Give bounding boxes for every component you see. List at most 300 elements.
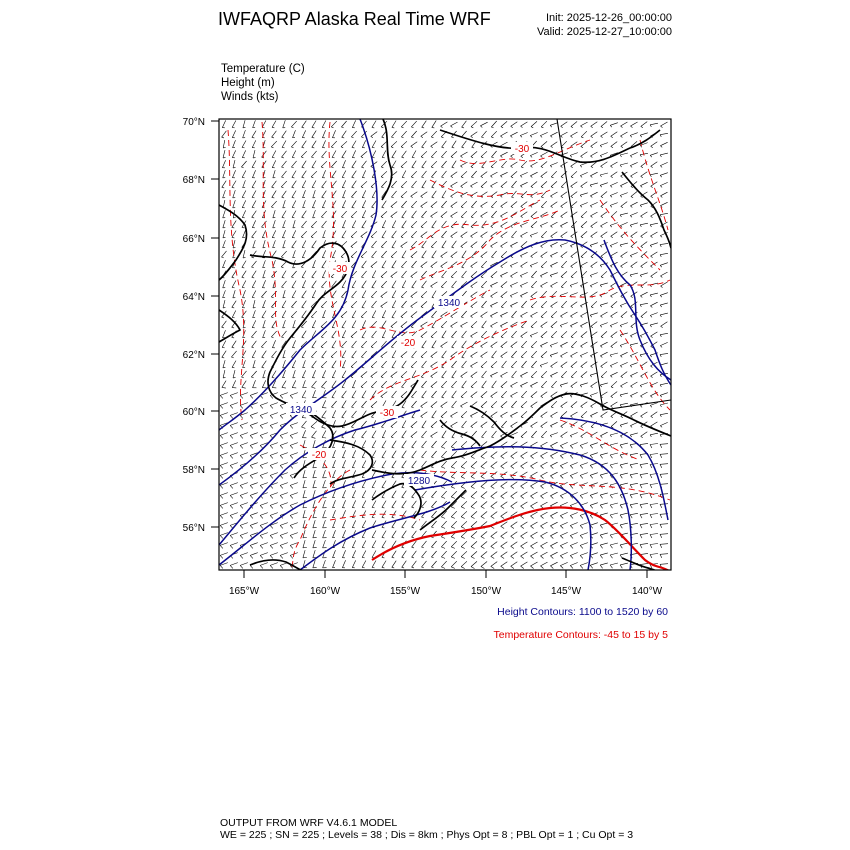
wind-barb bbox=[481, 512, 487, 517]
wind-barb bbox=[250, 543, 258, 546]
wind-barb-feather bbox=[501, 216, 503, 218]
wind-barb-feather bbox=[411, 367, 413, 368]
wind-barb bbox=[230, 533, 238, 536]
wind-barb bbox=[511, 452, 518, 456]
wind-barb-feather bbox=[581, 246, 583, 247]
lon-label-160w: 160°W bbox=[309, 586, 341, 597]
wind-barb-feather bbox=[491, 546, 494, 548]
wind-barb-feather bbox=[550, 355, 552, 357]
wind-barb-feather bbox=[650, 535, 652, 539]
wind-barb-feather bbox=[461, 186, 463, 187]
wind-barb bbox=[442, 141, 447, 147]
wind-barb-feather bbox=[272, 187, 275, 188]
wind-barb bbox=[262, 380, 265, 387]
wind-barb bbox=[611, 392, 617, 397]
wind-barb-feather bbox=[352, 167, 354, 168]
wind-barb-feather bbox=[640, 535, 642, 539]
wind-barb bbox=[462, 341, 467, 347]
wind-barb-feather bbox=[291, 317, 293, 318]
wind-barb-feather bbox=[531, 296, 533, 297]
wind-barb-feather bbox=[571, 166, 573, 168]
wind-barb bbox=[352, 401, 357, 407]
wind-barb-feather bbox=[401, 127, 403, 128]
wind-barb-feather bbox=[590, 455, 593, 458]
wind-barb-feather bbox=[332, 367, 334, 368]
wind-barb bbox=[220, 523, 228, 526]
wind-barb bbox=[600, 432, 607, 436]
wind-barb bbox=[301, 221, 306, 227]
wind-barb bbox=[281, 251, 286, 257]
wind-barb-feather bbox=[501, 456, 504, 458]
wind-barb-feather bbox=[501, 466, 504, 468]
wind-barb-feather bbox=[381, 296, 383, 297]
wind-barb bbox=[442, 391, 447, 397]
wind-barb bbox=[351, 231, 357, 236]
wind-barb bbox=[412, 281, 417, 288]
wind-barb-feather bbox=[471, 177, 473, 178]
wind-barb-feather bbox=[250, 445, 253, 448]
wind-barb-feather bbox=[442, 367, 444, 368]
wind-barb-feather bbox=[641, 126, 643, 127]
wind-barb-feather bbox=[270, 475, 273, 478]
wind-barb-feather bbox=[392, 397, 394, 398]
wind-barb bbox=[260, 533, 268, 536]
wind-barb bbox=[511, 442, 518, 446]
wind-barb-feather bbox=[640, 495, 642, 499]
wind-barb-feather bbox=[242, 277, 244, 278]
wind-barb bbox=[371, 132, 377, 137]
wind-barb bbox=[303, 360, 306, 367]
wind-barb bbox=[492, 431, 497, 437]
wind-barb bbox=[640, 533, 648, 534]
wind-barb-feather bbox=[580, 545, 583, 548]
wind-barb bbox=[242, 300, 245, 307]
wind-barb-feather bbox=[290, 455, 293, 458]
wind-barb bbox=[471, 121, 477, 126]
wind-barb-feather bbox=[402, 257, 405, 258]
wind-barb-feather bbox=[240, 395, 243, 398]
wind-barb-feather bbox=[550, 556, 553, 559]
wind-barb-feather bbox=[550, 516, 553, 519]
wind-barb-feather bbox=[252, 187, 254, 188]
wind-barb bbox=[252, 271, 256, 278]
wind-barb bbox=[431, 212, 438, 216]
wind-barb bbox=[471, 501, 477, 506]
wind-barb-feather bbox=[600, 555, 602, 558]
wind-barb bbox=[471, 392, 477, 397]
wind-barb bbox=[260, 503, 268, 506]
wind-barb-feather bbox=[242, 357, 244, 358]
wind-barb-feather bbox=[511, 276, 513, 278]
wind-barb bbox=[230, 413, 238, 416]
wind-barb bbox=[313, 520, 315, 528]
wind-barb-feather bbox=[620, 395, 621, 397]
wind-barb-feather bbox=[581, 137, 583, 138]
wind-barb-feather bbox=[520, 226, 522, 228]
wind-barb-feather bbox=[550, 266, 552, 268]
wind-barb-feather bbox=[261, 297, 263, 298]
wind-barb bbox=[610, 503, 618, 505]
wind-barb-feather bbox=[402, 467, 404, 468]
wind-barb-feather bbox=[501, 506, 504, 508]
wind-barb bbox=[561, 432, 568, 436]
wind-barb bbox=[391, 431, 397, 437]
wind-barb-feather bbox=[531, 166, 533, 168]
wind-barb-feather bbox=[540, 276, 542, 278]
wind-barb-feather bbox=[581, 156, 583, 157]
wind-barb bbox=[580, 193, 588, 195]
wind-barb bbox=[421, 381, 426, 387]
wind-barb bbox=[550, 472, 557, 476]
wind-barb bbox=[270, 423, 278, 426]
wind-barb bbox=[332, 291, 337, 298]
wind-barb bbox=[451, 461, 457, 467]
wind-barb bbox=[510, 292, 517, 295]
wind-barb-feather bbox=[541, 396, 543, 397]
wind-barb bbox=[401, 141, 407, 146]
wind-barb-feather bbox=[302, 127, 304, 128]
wind-barb bbox=[233, 160, 235, 168]
wind-barb bbox=[651, 332, 658, 336]
wind-barb bbox=[571, 362, 577, 367]
wind-barb bbox=[512, 191, 517, 197]
wind-barb-feather bbox=[660, 135, 661, 137]
wind-barb-feather bbox=[631, 326, 633, 327]
wind-barb-feather bbox=[491, 536, 494, 538]
wind-barb bbox=[580, 473, 588, 476]
wind-barb bbox=[541, 252, 548, 256]
wind-barb-feather bbox=[511, 396, 513, 398]
wind-barb bbox=[511, 351, 516, 357]
wind-barb-feather bbox=[220, 435, 223, 438]
wind-barb-feather bbox=[611, 416, 613, 417]
wind-barb-feather bbox=[260, 515, 263, 518]
wind-barb-feather bbox=[461, 517, 465, 519]
wind-barb-feather bbox=[610, 555, 612, 558]
wind-barb bbox=[352, 321, 356, 328]
wind-barb-feather bbox=[382, 547, 385, 548]
wind-barb-feather bbox=[491, 346, 493, 348]
wind-barb bbox=[611, 292, 618, 296]
height-label: 1340 bbox=[289, 405, 313, 416]
wind-barb bbox=[311, 151, 316, 157]
wind-barb-feather bbox=[242, 387, 246, 388]
wind-barb bbox=[372, 201, 377, 207]
wind-barb bbox=[541, 152, 548, 156]
wind-barb-feather bbox=[451, 236, 453, 238]
wind-barb bbox=[241, 161, 246, 167]
wind-barb-feather bbox=[481, 147, 483, 148]
wind-barb bbox=[631, 412, 638, 416]
wind-barb bbox=[411, 251, 417, 256]
wind-barb-feather bbox=[640, 515, 642, 519]
wind-barb bbox=[270, 493, 278, 496]
wind-barb-feather bbox=[252, 257, 254, 258]
wind-barb bbox=[333, 520, 336, 527]
wind-barb bbox=[411, 401, 416, 407]
wind-barb bbox=[471, 161, 477, 166]
wind-barb bbox=[372, 151, 376, 158]
wind-barb-feather bbox=[660, 175, 662, 177]
wind-barb bbox=[531, 442, 538, 446]
wind-barb bbox=[541, 562, 548, 566]
wind-barb bbox=[422, 281, 427, 287]
wind-barb-feather bbox=[490, 306, 492, 308]
wind-barb-feather bbox=[520, 296, 522, 298]
wind-barb bbox=[640, 493, 648, 494]
wind-barb bbox=[521, 341, 527, 347]
wind-barb-feather bbox=[290, 515, 293, 518]
wind-barb-feather bbox=[570, 155, 572, 157]
wind-barb bbox=[560, 562, 567, 565]
wind-barb-feather bbox=[521, 247, 523, 248]
wind-barb bbox=[242, 271, 246, 278]
wind-barb-feather bbox=[270, 525, 273, 528]
wind-barb-feather bbox=[412, 507, 414, 508]
wind-barb-feather bbox=[580, 356, 582, 358]
wind-barb-feather bbox=[292, 287, 294, 288]
wind-barb bbox=[331, 141, 337, 147]
wind-barb bbox=[501, 442, 508, 447]
wind-barb bbox=[223, 330, 226, 337]
wind-barb bbox=[342, 220, 345, 227]
wind-barb bbox=[362, 561, 366, 568]
wind-barb bbox=[301, 231, 307, 237]
wind-barb bbox=[240, 443, 248, 446]
wind-barb-feather bbox=[282, 287, 284, 288]
wind-barb-feather bbox=[560, 566, 563, 569]
wind-barb bbox=[452, 141, 456, 148]
wind-barb bbox=[461, 182, 468, 187]
wind-barb-feather bbox=[491, 296, 493, 298]
wind-barb bbox=[263, 260, 266, 267]
wind-barb-feather bbox=[392, 517, 394, 518]
wind-barb bbox=[421, 371, 427, 377]
wind-barb bbox=[302, 430, 305, 437]
wind-barb-feather bbox=[382, 567, 385, 568]
wind-barb bbox=[362, 501, 366, 508]
wind-barb-feather bbox=[431, 337, 433, 338]
lat-label-66n: 66°N bbox=[182, 234, 205, 245]
wind-barb bbox=[501, 482, 508, 487]
wind-barb bbox=[461, 541, 467, 546]
wind-barb-feather bbox=[500, 316, 502, 318]
wind-barb-feather bbox=[421, 227, 423, 228]
wind-barb-feather bbox=[620, 306, 622, 308]
wind-barb bbox=[641, 412, 648, 416]
wind-barb-feather bbox=[570, 446, 573, 449]
wind-barb-feather bbox=[560, 536, 563, 539]
wind-barb-feather bbox=[280, 455, 283, 458]
wind-barb bbox=[531, 162, 538, 166]
wind-barb-feather bbox=[560, 245, 562, 247]
wind-barb bbox=[481, 281, 487, 287]
wind-barb bbox=[650, 173, 658, 175]
wind-barb bbox=[220, 503, 228, 506]
wind-barb bbox=[520, 282, 527, 285]
wind-barb-feather bbox=[461, 246, 463, 247]
wind-barb bbox=[530, 172, 537, 176]
wind-barb bbox=[481, 352, 488, 356]
wind-barb bbox=[521, 332, 528, 337]
wind-barb bbox=[401, 121, 407, 127]
wind-barb bbox=[352, 431, 356, 438]
wind-barb bbox=[640, 563, 648, 564]
wind-barb bbox=[540, 363, 548, 366]
wind-barb-feather bbox=[660, 544, 662, 548]
wind-barb-feather bbox=[511, 226, 513, 228]
wind-barb-feather bbox=[531, 546, 534, 549]
wind-barb bbox=[511, 401, 516, 407]
wind-barb bbox=[471, 511, 477, 516]
wind-barb-feather bbox=[541, 496, 544, 499]
wind-barb bbox=[372, 541, 376, 548]
wind-barb bbox=[372, 281, 376, 288]
wind-barb-feather bbox=[302, 167, 305, 168]
wind-barb-feather bbox=[581, 426, 583, 427]
wind-barb-feather bbox=[541, 426, 543, 427]
wind-barb-feather bbox=[650, 315, 652, 317]
wind-barb bbox=[511, 422, 518, 426]
wind-barb-feather bbox=[381, 177, 383, 178]
wind-barb-feather bbox=[401, 207, 403, 208]
wind-barb bbox=[501, 542, 508, 547]
wind-barb-feather bbox=[341, 347, 343, 348]
wind-barb-feather bbox=[491, 396, 493, 397]
wind-barb-feather bbox=[352, 147, 355, 148]
wind-barb-feather bbox=[630, 216, 632, 218]
wind-barb bbox=[551, 222, 558, 226]
wind-barb-feather bbox=[501, 307, 503, 308]
wind-barb bbox=[303, 520, 305, 528]
wind-barb bbox=[392, 441, 396, 448]
wind-barb-feather bbox=[570, 486, 573, 489]
wind-barb-feather bbox=[471, 507, 475, 509]
wind-barb-feather bbox=[331, 277, 333, 278]
wind-barb-feather bbox=[241, 167, 243, 168]
wind-barb bbox=[332, 250, 335, 257]
wind-barb-feather bbox=[272, 327, 275, 328]
wind-barb-feather bbox=[240, 555, 243, 558]
wind-barb bbox=[382, 220, 386, 227]
wind-barb bbox=[272, 131, 277, 137]
wind-barb bbox=[282, 141, 286, 148]
wind-barb bbox=[290, 533, 298, 536]
wind-barb-feather bbox=[660, 385, 661, 387]
wind-barb bbox=[342, 360, 345, 367]
wind-barb bbox=[411, 181, 416, 187]
wind-barb-feather bbox=[650, 525, 652, 529]
wind-barb bbox=[223, 220, 225, 228]
wind-barb-feather bbox=[322, 417, 326, 418]
wind-barb bbox=[561, 181, 567, 187]
wind-barb bbox=[550, 242, 557, 245]
wind-barb bbox=[322, 250, 325, 257]
wind-barb-feather bbox=[541, 256, 543, 258]
wind-barb bbox=[581, 152, 588, 156]
wind-barb bbox=[570, 553, 577, 556]
wind-barb-feather bbox=[511, 337, 513, 338]
wind-barb bbox=[640, 543, 648, 544]
wind-barb bbox=[550, 163, 557, 166]
wind-barb bbox=[291, 301, 296, 307]
wind-barb-feather bbox=[660, 524, 662, 528]
wind-barb-feather bbox=[631, 416, 633, 418]
wind-barb-feather bbox=[631, 236, 633, 237]
wind-barb-feather bbox=[361, 277, 363, 278]
wind-barb-feather bbox=[520, 276, 522, 278]
wind-barb-feather bbox=[521, 316, 523, 318]
wind-barb-feather bbox=[600, 265, 602, 267]
wind-barb-feather bbox=[541, 536, 544, 539]
wind-barb-feather bbox=[230, 495, 233, 498]
wind-barb-feather bbox=[381, 306, 383, 307]
wind-barb-feather bbox=[362, 227, 365, 228]
wind-barb-feather bbox=[491, 186, 493, 188]
wind-barb bbox=[551, 392, 558, 397]
wind-barb bbox=[451, 491, 457, 497]
wind-barb-feather bbox=[452, 437, 454, 438]
wind-barb-feather bbox=[431, 237, 433, 238]
wind-barb-feather bbox=[441, 527, 445, 529]
wind-barb-feather bbox=[451, 477, 455, 479]
wind-barb-feather bbox=[471, 347, 473, 348]
wind-barb-feather bbox=[312, 137, 315, 138]
wind-barb bbox=[411, 432, 417, 437]
wind-barb-feather bbox=[610, 535, 612, 538]
wind-barb-feather bbox=[600, 175, 602, 177]
wind-barb-feather bbox=[220, 455, 223, 458]
wind-barb-feather bbox=[471, 387, 473, 388]
lat-label-56n: 56°N bbox=[182, 523, 205, 534]
wind-barb-feather bbox=[641, 246, 643, 247]
wind-barb-feather bbox=[501, 427, 503, 428]
wind-barb bbox=[610, 123, 618, 126]
wind-barb-feather bbox=[641, 416, 643, 418]
wind-barb bbox=[661, 192, 668, 196]
wind-barb bbox=[441, 252, 448, 257]
wind-barb-feather bbox=[451, 196, 453, 197]
wind-barb bbox=[421, 291, 427, 296]
wind-barb bbox=[312, 281, 317, 288]
wind-barb-feather bbox=[601, 197, 603, 198]
wind-barb bbox=[501, 331, 507, 336]
wind-barb bbox=[252, 351, 256, 358]
wind-barb bbox=[471, 461, 477, 466]
wind-barb bbox=[591, 212, 598, 216]
wind-barb bbox=[361, 151, 367, 156]
wind-barb bbox=[421, 402, 428, 406]
wind-barb bbox=[641, 432, 648, 436]
wind-barb-feather bbox=[551, 236, 553, 238]
wind-barb bbox=[240, 393, 248, 396]
wind-barb bbox=[611, 421, 617, 426]
wind-barb-feather bbox=[222, 357, 224, 358]
wind-barb-feather bbox=[451, 507, 455, 509]
wind-barb bbox=[630, 273, 638, 275]
wind-barb bbox=[292, 201, 296, 208]
wind-barb-feather bbox=[321, 327, 323, 328]
wind-barb bbox=[501, 391, 507, 397]
wind-barb-feather bbox=[392, 167, 395, 168]
wind-barb bbox=[660, 153, 668, 155]
wind-barb-feather bbox=[382, 467, 385, 468]
wind-barb-feather bbox=[422, 177, 424, 178]
wind-barb bbox=[501, 352, 508, 356]
wind-barb bbox=[333, 470, 336, 477]
wind-barb bbox=[282, 281, 287, 287]
wind-barb bbox=[610, 353, 618, 355]
